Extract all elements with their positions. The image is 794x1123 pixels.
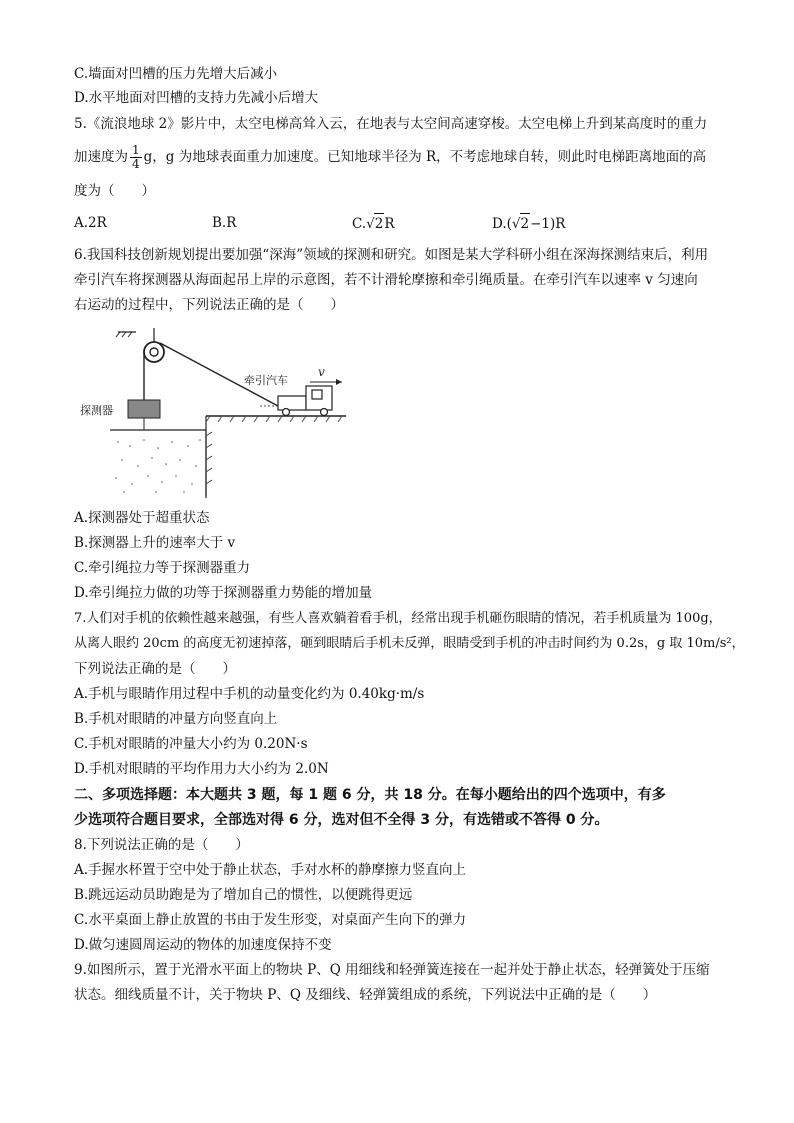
q8-option-c: C.水平桌面上静止放置的书由于发生形变，对桌面产生向下的弹力 — [74, 912, 467, 928]
q5-stem-line1: 5.《流浪地球 2》影片中，太空电梯高耸入云，在地表与太空间高速穿梭。太空电梯上升到某高度时的重力 — [74, 116, 708, 132]
q7-option-a: A.手机与眼睛作用过程中手机的动量变化约为 0.40kg·m/s — [74, 686, 425, 702]
section2-heading-line1: 二、多项选择题：本大题共 3 题，每 1 题 6 分，共 18 分。在每小题给出的四个选项中，有多 — [74, 787, 666, 803]
q5-stem-line2 — [74, 144, 706, 171]
q7-stem-line3: 下列说法正确的是（ ） — [74, 661, 236, 677]
truck-label: 牵引汽车 — [244, 374, 288, 387]
prev-option-d: D.水平地面对凹槽的支持力先减小后增大 — [74, 90, 319, 106]
q6-stem-line2: 牵引汽车将探测器从海面起吊上岸的示意图，若不计滑轮摩擦和牵引绳质量。在牵引汽车以速率 v 匀速向 — [74, 272, 698, 288]
q5-frac-den: 4 — [132, 157, 140, 171]
q9-stem-line1: 9.如图所示，置于光滑水平面上的物块 P、Q 用细线和轻弹簧连接在一起并处于静止状态，轻弹簧处于压缩 — [74, 962, 710, 978]
q6-stem-line3: 右运动的过程中，下列说法正确的是（ ） — [74, 297, 344, 313]
water-dots — [115, 439, 201, 493]
q5-option-a: A.2R — [74, 215, 107, 231]
q5-d-post: −1)R — [530, 216, 566, 232]
q6-diagram — [80, 326, 350, 498]
q7-option-b: B.手机对眼睛的冲量方向竖直向上 — [74, 711, 278, 727]
truck — [278, 386, 332, 416]
q8-stem: 8.下列说法正确的是（ ） — [74, 837, 249, 853]
detector-box — [128, 400, 160, 418]
q5-stem-line3: 度为（ ） — [74, 183, 155, 199]
q5-option-d: D.(√2−1)R — [492, 213, 565, 234]
q5-d-radicand: 2 — [520, 213, 531, 234]
velocity-label: v — [318, 365, 325, 379]
q5-c-post: R — [384, 216, 395, 232]
q6-option-d: D.牵引绳拉力做的功等于探测器重力势能的增加量 — [74, 585, 373, 601]
q6-option-a: A.探测器处于超重状态 — [74, 510, 210, 526]
q5-frac-num: 1 — [132, 143, 140, 157]
q5-d-pre: D.( — [492, 216, 512, 232]
q7-stem-line2: 从离人眼约 20cm 的高度无初速掉落，砸到眼睛后手机未反弹，眼睛受到手机的冲击时间约为 0.2s，g 取 10m/s²， — [74, 636, 745, 651]
q8-option-b: B.跳远运动员助跑是为了增加自己的惯性，以便跳得更远 — [74, 887, 413, 903]
q6-stem-line1: 6.我国科技创新规划提出要加强“深海”领域的探测和研究。如图是某大学科研小组在深海探测结束后，利用 — [74, 247, 709, 263]
q8-option-a: A.手握水杯置于空中处于静止状态，手对水杯的静摩擦力竖直向上 — [74, 862, 467, 878]
q7-option-d: D.手机对眼睛的平均作用力大小约为 2.0N — [74, 761, 329, 777]
q6-option-c: C.牵引绳拉力等于探测器重力 — [74, 560, 251, 576]
pulley — [144, 342, 164, 362]
q9-stem-line2: 状态。细线质量不计，关于物块 P、Q 及细线、轻弹簧组成的系统，下列说法中正确的是（ ） — [74, 987, 657, 1003]
q8-option-d: D.做匀速圆周运动的物体的加速度保持不变 — [74, 937, 332, 953]
section2-heading-line2: 少选项符合题目要求，全部选对得 6 分，选对但不全得 3 分，有选错或不答得 0 分。 — [74, 812, 609, 828]
detector-label: 探测器 — [80, 404, 113, 417]
prev-option-c: C.墙面对凹槽的压力先增大后减小 — [74, 66, 278, 82]
q5-option-c: C.√2R — [352, 213, 395, 234]
q5-fraction — [130, 144, 142, 171]
q5-c-radicand: 2 — [374, 213, 385, 234]
q7-stem-line1: 7.人们对手机的依赖性越来越强，有些人喜欢躺着看手机，经常出现手机砸伤眼睛的情况，若手机质量为 100g， — [74, 611, 722, 626]
q5-option-b: B.R — [212, 215, 237, 231]
q6-option-b: B.探测器上升的速率大于 v — [74, 535, 236, 551]
q5-c-pre: C. — [352, 216, 367, 232]
q5-text-pre: 加速度为 — [74, 149, 128, 165]
q5-text-post: g，g 为地球表面重力加速度。已知地球半径为 R，不考虑地球自转，则此时电梯距离地面的高 — [143, 149, 707, 165]
q7-option-c: C.手机对眼睛的冲量大小约为 0.20N·s — [74, 736, 308, 752]
